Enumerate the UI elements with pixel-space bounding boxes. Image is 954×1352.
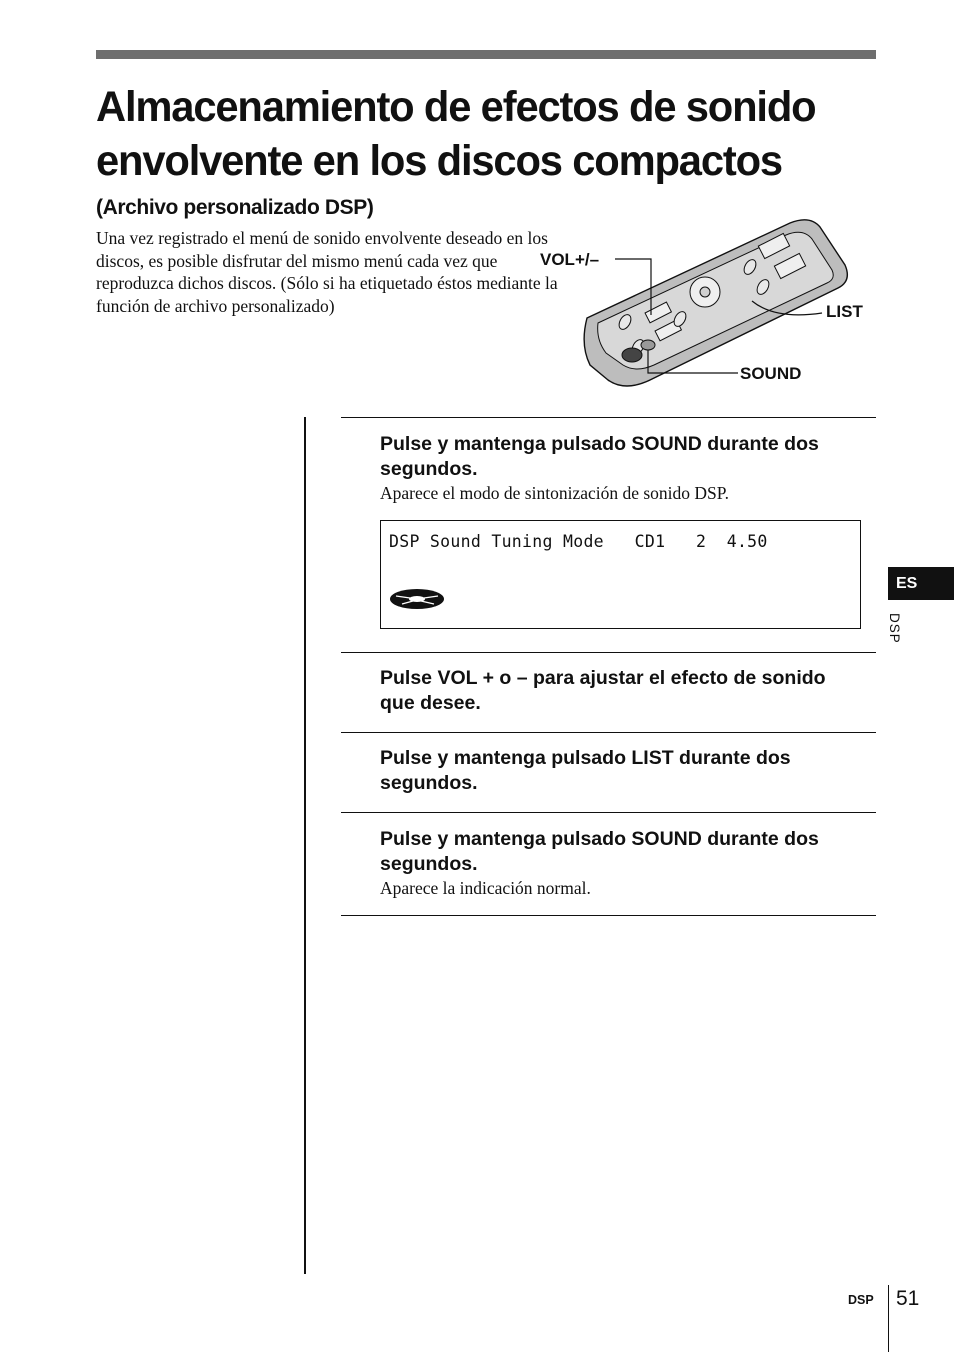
- lcd-display-text: DSP Sound Tuning Mode CD1 2 4.50: [389, 532, 768, 551]
- step-3-instruction: Pulse y mantenga pulsado LIST durante dos segundos.: [380, 747, 791, 794]
- step-4-instruction: Pulse y mantenga pulsado SOUND durante dos segundos.: [380, 828, 819, 875]
- list-callout-label: LIST: [826, 302, 863, 321]
- step-divider: [341, 732, 876, 733]
- top-rule: [96, 50, 876, 59]
- step-divider: [341, 652, 876, 653]
- intro-paragraph: Una vez registrado el menú de sonido envolvente deseado en los discos, es posible disfrutar del mismo menú cada vez que reproduzca dichos discos. (Sólo si ha etiquetado éstos mediante la función de archivo personalizado): [96, 228, 558, 316]
- column-divider: [304, 417, 306, 1274]
- sound-callout-label: SOUND: [740, 364, 802, 383]
- page-subtitle: (Archivo personalizado DSP): [96, 196, 374, 219]
- step-divider: [341, 417, 876, 418]
- page-title: Almacenamiento de efectos de sonido envolvente en los discos compactos: [96, 83, 816, 185]
- vol-callout-label: VOL+/–: [540, 250, 600, 269]
- step-divider: [341, 915, 876, 916]
- footer-divider: [888, 1285, 889, 1352]
- lcd-display: [380, 520, 861, 629]
- language-tab: ES: [888, 567, 954, 600]
- step-2-instruction: Pulse VOL + o – para ajustar el efecto de sonido que desee.: [380, 667, 826, 714]
- page-number: 51: [896, 1287, 920, 1310]
- step-1-instruction: Pulse y mantenga pulsado SOUND durante dos segundos.: [380, 433, 819, 480]
- footer-section-label: DSP: [848, 1293, 874, 1307]
- section-side-label: DSP: [887, 613, 902, 644]
- step-4-note: Aparece la indicación normal.: [380, 878, 591, 898]
- step-divider: [341, 812, 876, 813]
- disc-icon: [388, 587, 446, 611]
- step-1-note: Aparece el modo de sintonización de sonido DSP.: [380, 483, 729, 503]
